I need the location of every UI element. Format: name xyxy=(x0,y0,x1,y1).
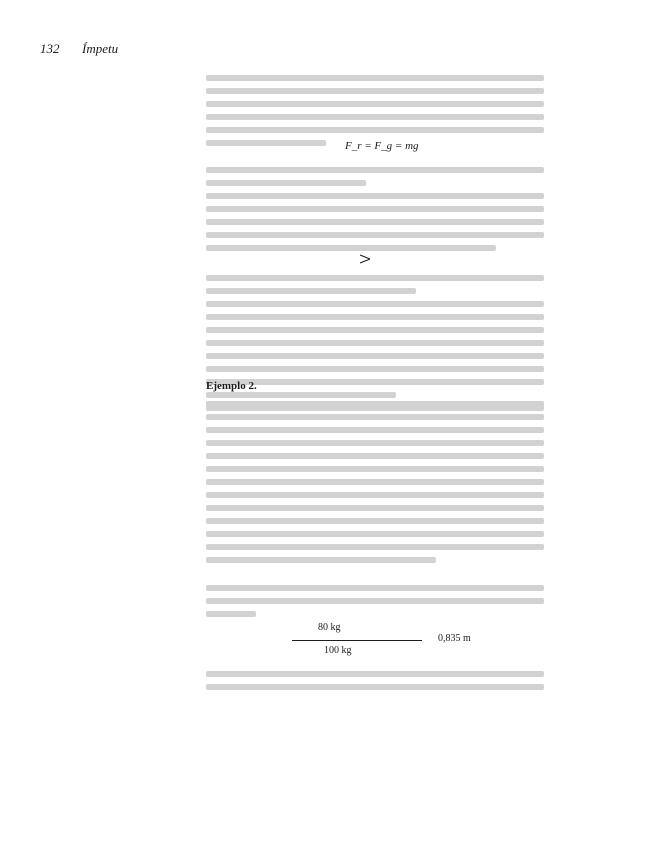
text-line-placeholder xyxy=(206,544,544,550)
text-line-placeholder xyxy=(206,219,544,225)
text-line-placeholder xyxy=(206,453,544,459)
text-line-placeholder xyxy=(206,232,544,238)
text-line-placeholder xyxy=(206,427,544,433)
text-line-placeholder xyxy=(206,466,544,472)
text-line-placeholder xyxy=(206,353,544,359)
text-line-placeholder xyxy=(206,140,326,146)
text-line-placeholder xyxy=(206,340,544,346)
text-line-placeholder xyxy=(206,479,544,485)
paragraph-block-6 xyxy=(206,664,544,690)
inequality-equation xyxy=(356,252,386,269)
text-line-placeholder xyxy=(206,531,544,537)
text-line-placeholder xyxy=(206,288,416,294)
text-line-placeholder xyxy=(206,314,544,320)
text-line-placeholder xyxy=(206,611,256,617)
text-line-placeholder xyxy=(206,401,544,407)
text-line-placeholder xyxy=(206,193,544,199)
text-line-placeholder xyxy=(206,180,366,186)
text-line-placeholder xyxy=(206,557,436,563)
text-line-placeholder xyxy=(206,245,496,251)
center-of-mass-result: 0,835 m xyxy=(438,633,471,644)
text-line-placeholder xyxy=(206,585,544,591)
text-line-placeholder xyxy=(206,518,544,524)
paragraph-block-5 xyxy=(206,578,544,617)
text-line-placeholder xyxy=(206,414,544,420)
text-line-placeholder xyxy=(206,301,544,307)
text-line-placeholder xyxy=(206,167,544,173)
text-line-placeholder xyxy=(206,88,544,94)
text-line-placeholder xyxy=(206,440,544,446)
denominator-platform-mass: 100 kg xyxy=(324,645,352,656)
text-line-placeholder xyxy=(206,671,544,677)
numerator-man-mass: 80 kg xyxy=(318,622,341,633)
text-line-placeholder xyxy=(206,684,544,690)
running-title: Ímpetu xyxy=(82,41,119,56)
page-number: 132 xyxy=(40,41,60,56)
text-line-placeholder xyxy=(206,505,544,511)
paragraph-block-2 xyxy=(206,160,544,251)
example-heading: Ejemplo 2. xyxy=(206,380,257,392)
text-line-placeholder xyxy=(206,127,544,133)
text-line-placeholder xyxy=(206,101,544,107)
paragraph-block-1 xyxy=(206,68,544,146)
weight-equation: F_r = F_g = mg xyxy=(345,140,419,152)
paragraph-block-4 xyxy=(206,394,544,563)
fraction-bar xyxy=(292,640,422,641)
text-line-placeholder xyxy=(206,598,544,604)
text-line-placeholder xyxy=(206,327,544,333)
inequality-glyph xyxy=(356,252,386,266)
text-line-placeholder xyxy=(206,275,544,281)
text-line-placeholder xyxy=(206,492,544,498)
text-line-placeholder xyxy=(206,114,544,120)
text-line-placeholder xyxy=(206,206,544,212)
text-line-placeholder xyxy=(206,366,544,372)
text-line-placeholder xyxy=(206,75,544,81)
